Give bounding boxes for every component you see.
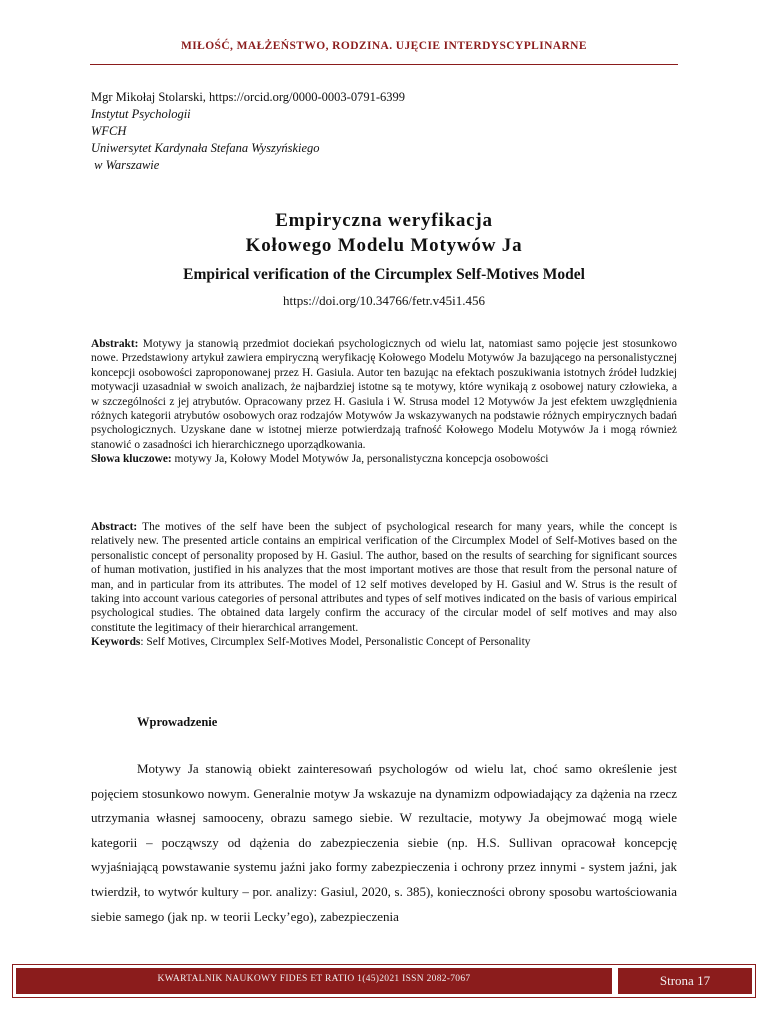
title-english: Empirical verification of the Circumplex Self-Motives Model: [183, 266, 585, 283]
title-polish-line2: Kołowego Modelu Motywów Ja: [245, 235, 523, 256]
keywords-english-label: Keywords: [91, 636, 141, 649]
footer-journal-info: KWARTALNIK NAUKOWY FIDES ET RATIO 1(45)2021 ISSN 2082-7067: [16, 968, 612, 994]
author-institute: Instytut Psychologii: [91, 107, 191, 121]
author-faculty: WFCH: [91, 124, 127, 138]
body-paragraph: Motywy Ja stanowią obiekt zainteresowań psychologów od wielu lat, choć samo określenie jest pojęciem stosunkowo nowym. Generalnie motyw Ja wskazuje na dynamizm odpowiadający za dążenia na rzecz utrzymania własnej samooceny, obrazu samego siebie. W rezultacie, motywy Ja obejmować mogą wiele kategorii – począwszy od dążenia do zabezpieczenia siebie (np. H.S. Sullivan opracował koncepcję wyjaśniającą powstawanie systemu jaźni jako formy zabezpieczenia i ochrony przez innymi - system jaźni, jak twierdził, to wytwór kultury – por. analizy: Gasiul, 2020, s. 385), konieczności obrony sposobu wartościowania siebie samego (jak np. w teorii Lecky’ego), zabezpieczenia: [91, 761, 677, 924]
title-polish: [0, 208, 768, 258]
header-divider: [90, 64, 678, 65]
abstract-polish-label: Abstrakt:: [91, 338, 139, 350]
abstract-polish: [91, 337, 677, 467]
abstract-english-text: The motives of the self have been the subject of psychological research for many years, while the concept is relatively new. The presented article contains an empirical verification of the Circumplex Model of Self-Motives based on the personalistic concept of personality proposed by H. Gasiul. The author, based on the results of searching for significant sources of human motivation, justified in his analyzes that the most important motives are those that result from the personal nature of man, and in particular from its attributes. The model of 12 self motives developed by H. Gasiul and W. Strus is the result of taking into account various categories of personal attributes and types of self motives indicated on the basis of various empirical psychological studies. The obtained data largely confirm the accuracy of the circular model of self motives and may also constitute the legitimacy of their hierarchical arrangement.: [91, 521, 677, 634]
keywords-english-text: : Self Motives, Circumplex Self-Motives Model, Personalistic Concept of Personality: [140, 636, 531, 649]
keywords-polish-text: motywy Ja, Kołowy Model Motywów Ja, personalistyczna koncepcja osobowości: [171, 453, 549, 466]
author-name-orcid: Mgr Mikołaj Stolarski, https://orcid.org/0000-0003-0791-6399: [91, 90, 405, 104]
doi-link[interactable]: https://doi.org/10.34766/fetr.v45i1.456: [283, 293, 485, 308]
abstract-polish-text: Motywy ja stanowią przedmiot dociekań psychologicznych od wielu lat, natomiast samo pojęcie jest stosunkowo nowe. Przedstawiony artykuł zawiera empiryczną weryfikację Kołowego Modelu Motywów Ja bazującego na personalistycznej koncepcji osobowości zaproponowanej przez H. Gasiula. Autor ten bazując na efektach poszukiwania istotnych źródeł ludzkiej motywacji uzasadniał w swoich analizach, że najbardziej istotne są te motywy, które wynikają z osobowej natury człowieka, a w szczególności z jej atrybutów. Opracowany przez H. Gasiula i W. Strusa model 12 Motywów Ja jest efektem uwzględnienia różnych kategorii atrybutów osobowych oraz rodzajów Motywów Ja wskazywanych na podstawie różnych empirycznych badań psychologicznych. Uzyskane dane w istotnej mierze potwierdzają trafność Kołowego Modelu Motywów Ja i mogą również stanowić o zasadności ich hierarchicznego uporządkowania.: [91, 338, 677, 451]
author-city: w Warszawie: [91, 158, 160, 172]
keywords-polish-label: Słowa kluczowe:: [91, 453, 172, 466]
section-heading: Wprowadzenie: [137, 715, 218, 729]
abstract-english: [91, 520, 677, 650]
title-polish-line1: Empiryczna weryfikacja: [275, 210, 493, 231]
author-block: [91, 89, 405, 174]
footer-page-number: Strona 17: [618, 968, 752, 994]
abstract-english-label: Abstract:: [91, 521, 138, 533]
author-university: Uniwersytet Kardynała Stefana Wyszyńskiego: [91, 141, 320, 155]
running-header: MIŁOŚĆ, MAŁŻEŃSTWO, RODZINA. UJĘCIE INTERDYSCYPLINARNE: [181, 40, 587, 52]
